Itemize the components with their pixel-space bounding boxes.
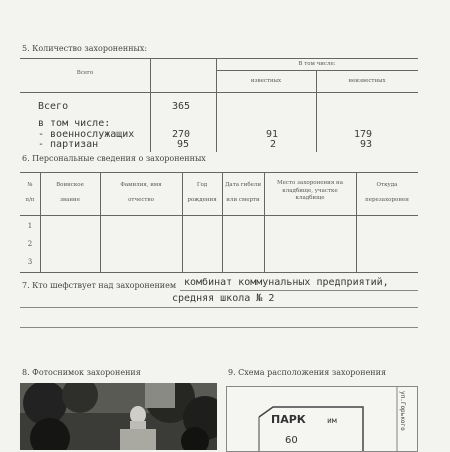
col-total-header: Всего (76, 70, 94, 76)
col-birth-year-header: Год рождения (187, 182, 217, 204)
scheme-number: 60 (285, 435, 298, 446)
table-line (216, 58, 217, 152)
section5-title: 5. Количество захороненных: (22, 44, 148, 53)
row-military-total: 270 (172, 129, 191, 140)
row-number: 2 (27, 240, 33, 248)
row-number: 3 (27, 258, 33, 266)
row-partisans-total: 95 (177, 139, 190, 150)
col-unknown-header: неизвестных (348, 78, 386, 84)
table-line (20, 58, 418, 59)
form-line (20, 327, 418, 328)
scheme-street-label: ул.Горького (399, 391, 406, 431)
form-line (20, 307, 418, 308)
burial-photo (20, 383, 217, 450)
row-number: 1 (27, 222, 33, 230)
table-line (20, 215, 418, 216)
table-line (20, 172, 418, 173)
table-line (20, 92, 418, 93)
row-total-label: Всего (38, 101, 69, 112)
section8-title: 8. Фотоснимок захоронения (22, 368, 141, 377)
caretaker-line2: средняя школа № 2 (172, 293, 275, 304)
row-military-known: 91 (266, 129, 279, 140)
row-total-value: 365 (172, 101, 191, 112)
row-military-unknown: 179 (354, 129, 373, 140)
col-number-header: № п/п (25, 182, 35, 204)
table-line (216, 70, 418, 71)
col-known-header: известных (250, 78, 282, 84)
burial-scheme (226, 386, 418, 452)
row-partisans-known: 2 (270, 139, 277, 150)
col-burial-place-header: Место захоронения на кладбище, участке кладбище (276, 180, 343, 202)
table-line (20, 272, 418, 273)
section9-title: 9. Схема расположения захоронения (228, 368, 387, 377)
section7-title: 7. Кто шефствует над захоронением (22, 281, 177, 290)
col-name-header: Фамилия, имя отчество (120, 182, 162, 204)
col-death-date-header: Дата гибели или смерти (224, 182, 262, 204)
section6-title: 6. Персональные сведения о захороненных (22, 154, 206, 163)
scheme-park-label: ПАРК (271, 413, 306, 426)
row-military-label: - военнослужащих (38, 129, 135, 140)
row-including-label: в том числе: (38, 118, 111, 129)
col-source-header: Откуда перезахоронен (365, 182, 409, 204)
col-rank-header: Воинское звание (56, 182, 84, 204)
form-line (180, 290, 418, 291)
row-partisans-label: - партизан (38, 139, 99, 150)
col-including-header: В том числе: (298, 61, 336, 67)
table-line (150, 58, 151, 152)
scheme-park-suffix: им (327, 416, 337, 425)
row-partisans-unknown: 93 (360, 139, 373, 150)
caretaker-line1: комбинат коммунальных предприятий, (184, 277, 389, 288)
